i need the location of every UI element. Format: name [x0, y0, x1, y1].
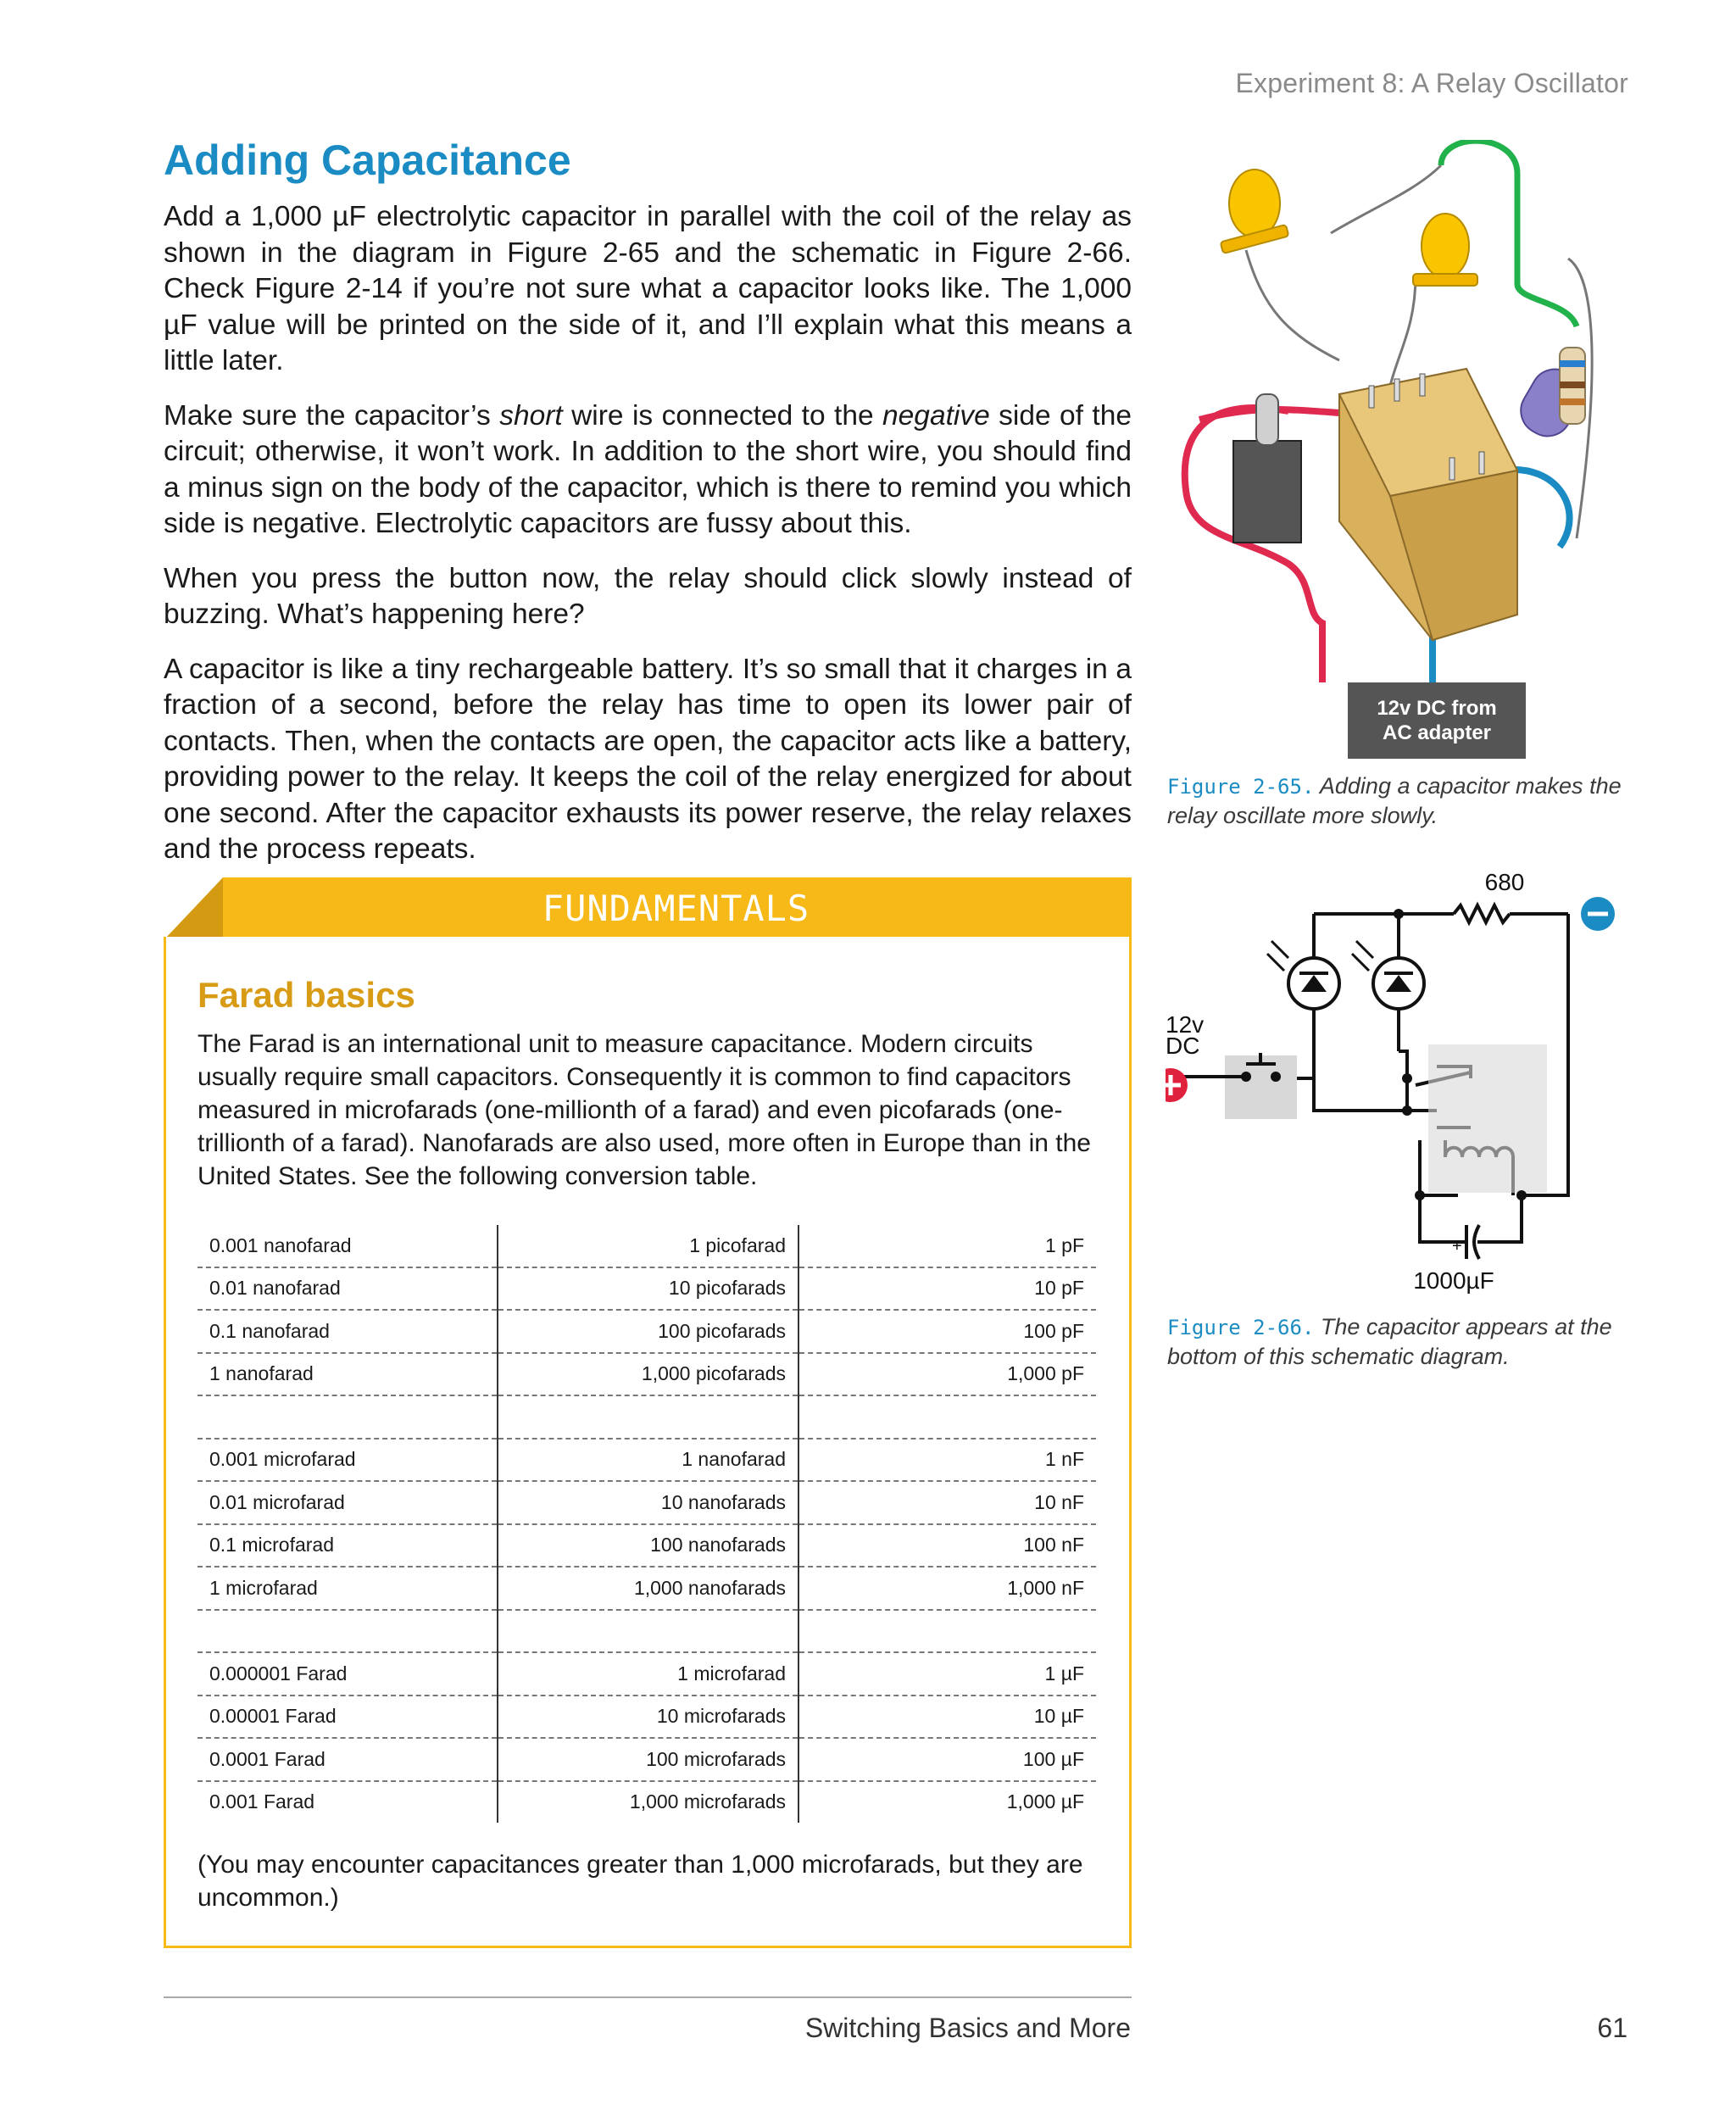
- figure-label: Figure 2-65.: [1167, 775, 1315, 799]
- table-row: 0.001 microfarad 1 nanofarad 1 nF: [198, 1439, 1096, 1482]
- adapter-label-line2: AC adapter: [1382, 721, 1492, 744]
- figure-label: Figure 2-66.: [1167, 1316, 1315, 1339]
- figure-caption-text: Adding a capacitor makes the relay oscillate more slowly.: [1167, 773, 1622, 828]
- resistor-value-label: 680: [1484, 869, 1525, 895]
- breadboard-illustration: [1161, 140, 1632, 767]
- fundamentals-subtitle: Farad basics: [198, 975, 415, 1015]
- supply-label-line2: DC: [1166, 1033, 1200, 1059]
- figure-caption-text: The capacitor appears at the bottom of this schematic diagram.: [1167, 1314, 1612, 1369]
- paragraph: Make sure the capacitor’s short wire is connected to the negative side of the circuit; otherwise, it won’t work. In addition to the short wire, you should find a minus sign on the body of the capacitor, which is there to remind you which side is negative. Electrolytic capacitors are fussy about this.: [164, 399, 1132, 539]
- table-row: 1 microfarad 1,000 nanofarads 1,000 nF: [198, 1567, 1096, 1610]
- body-text: [164, 199, 1132, 887]
- schematic-diagram: [1166, 856, 1623, 1297]
- table-row: 0.001 nanofarad 1 picofarad 1 pF: [198, 1225, 1096, 1267]
- fundamentals-intro: The Farad is an international unit to measure capacitance. Modern circuits usually require small capacitors. Consequently it is common to find capacitors measured in microfarads (one-millionth of a farad) and even picofarads (one-trillionth of a farad). Nanofarads are also used, more often in Europe than in the United States. See the following conversion table.: [198, 1030, 1091, 1190]
- table-row: 0.01 microfarad 10 nanofarads 10 nF: [198, 1481, 1096, 1524]
- supply-label-line1: 12v: [1166, 1011, 1205, 1038]
- fundamentals-corner-fold: [164, 877, 223, 940]
- running-head: Experiment 8: A Relay Oscillator: [1235, 68, 1628, 98]
- table-row: 0.001 Farad 1,000 microfarads 1,000 µF: [198, 1781, 1096, 1824]
- capacitor-plus-label: +: [1452, 1237, 1462, 1256]
- table-row: 0.000001 Farad 1 microfarad 1 µF: [198, 1652, 1096, 1696]
- footer-divider: [164, 1996, 1132, 1998]
- figure-caption: [1167, 1312, 1642, 1371]
- table-row: 0.1 nanofarad 100 picofarads 100 pF: [198, 1310, 1096, 1353]
- figure-caption: [1167, 771, 1642, 830]
- paragraph: A capacitor is like a tiny rechargeable battery. It’s so small that it charges in a fraction of a second, before the relay has time to open its lower pair of contacts. Then, when the contacts are open, the capacitor acts like a battery, providing power to the relay. It keeps the coil of the relay energized for about one second. After the capacitor exhausts its power reserve, the relay relaxes and the process repeats.: [164, 653, 1132, 865]
- fundamentals-note: (You may encounter capacitances greater than 1,000 microfarads, but they are uncommon.): [198, 1851, 1083, 1912]
- paragraph: Add a 1,000 µF electrolytic capacitor in parallel with the coil of the relay as shown in the diagram in Figure 2-65 and the schematic in Figure 2-66. Check Figure 2-14 if you’re not sure what a capacitor looks like. The 1,000 µF value will be printed on the side of it, and I’ll explain what this means a little later.: [164, 201, 1132, 376]
- table-row: 0.01 nanofarad 10 picofarads 10 pF: [198, 1267, 1096, 1311]
- conversion-table: [198, 1225, 1096, 1823]
- capacitor-value-label: 1000µF: [1413, 1267, 1494, 1294]
- table-spacer-row: [198, 1395, 1096, 1439]
- fundamentals-title: FUNDAMENTALS: [542, 888, 810, 929]
- table-row: 0.1 microfarad 100 nanofarads 100 nF: [198, 1524, 1096, 1568]
- adapter-label-line1: 12v DC from: [1377, 697, 1497, 720]
- table-row: 0.0001 Farad 100 microfarads 100 µF: [198, 1738, 1096, 1781]
- paragraph: When you press the button now, the relay should click slowly instead of buzzing. What’s happening here?: [164, 562, 1132, 630]
- table-spacer-row: [198, 1610, 1096, 1653]
- table-row: 0.00001 Farad 10 microfarads 10 µF: [198, 1696, 1096, 1739]
- section-title: Adding Capacitance: [164, 136, 571, 184]
- page-number: 61: [1597, 2013, 1628, 2043]
- footer-chapter-title: Switching Basics and More: [804, 2013, 1131, 2043]
- table-row: 1 nanofarad 1,000 picofarads 1,000 pF: [198, 1353, 1096, 1396]
